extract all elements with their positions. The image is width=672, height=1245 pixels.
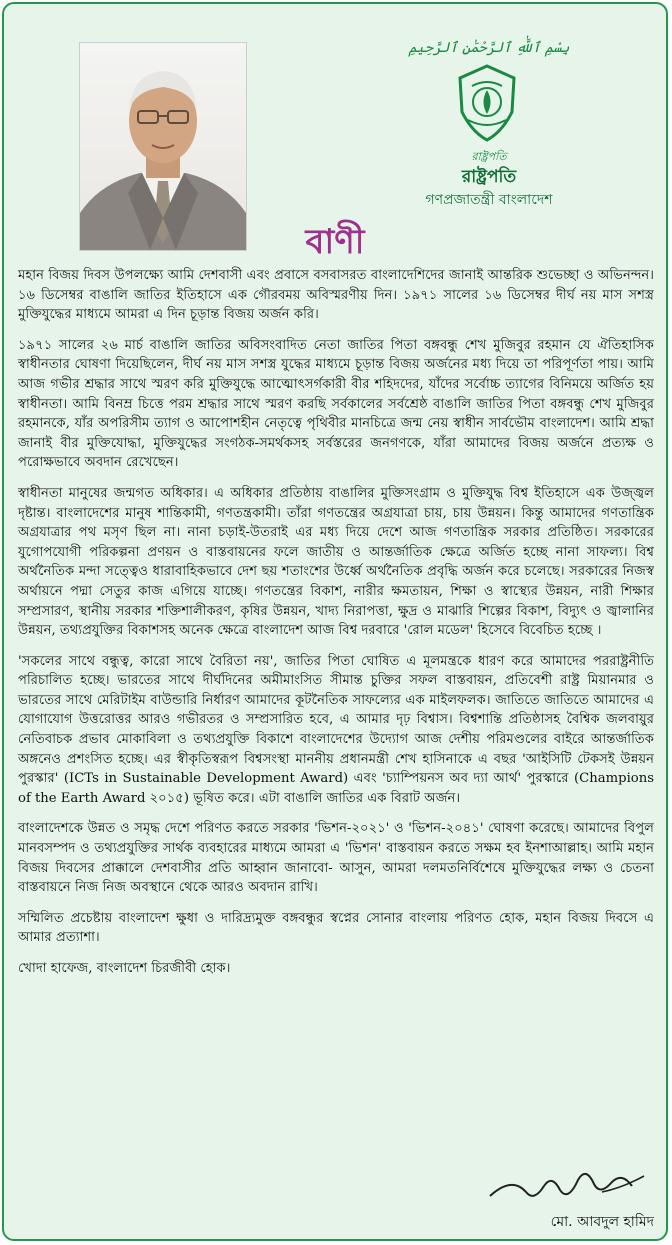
office-title: রাষ্ট্রপতি: [461, 167, 517, 187]
message-heading: বাণী: [305, 222, 365, 262]
signer-name: মো. আবদুল হামিদ: [550, 1214, 654, 1230]
paragraph: খোদা হাফেজ, বাংলাদেশ চিরজীবী হোক।: [18, 961, 231, 976]
paragraph: ১৯৭১ সালের ২৬ মার্চ বাঙালি জাতির অবিসংবাদিত নেতা জাতির পিতা বঙ্গবন্ধু শেখ মুজিবুর রহমান যে ঐতিহাসিক স্বাধীনতার ঘোষণা দিয়েছিলেন, দীর্ঘ নয় মাস সশস্ত্র যুদ্ধের মাধ্যমে চূড়ান্ত বিজয় অর্জনের মধ্য দিয়ে তা পরিপূর্ণতা পায়। আমি আজ গভীর শ্রদ্ধার সাথে স্মরণ করি মুক্তিযুদ্ধে আত্মোৎসর্গকারী বীর শহিদদের, যাঁদের সর্বোচ্চ ত্যাগের বিনিময়ে অর্জিত হয় স্বাধীনতা। আমি বিনম্র চিত্তে পরম শ্রদ্ধার সাথে স্মরণ করছি সর্বকালের সর্বশ্রেষ্ঠ বাঙালি জাতির পিতা বঙ্গবন্ধু শেখ মুজিবুর রহমানকে, যাঁর অপরিসীম ত্যাগ ও আপোশহীন নেতৃত্বে পৃথিবীর মানচিত্রে জন্ম নেয় স্বাধীন সার্বভৌম বাংলাদেশ। আমি শ্রদ্ধা জানাই বীর মুক্তিযোদ্ধা, মুক্তিযুদ্ধের সংগঠক-সমর্থকসহ সর্বস্তরের জনগণকে, যাঁরা আমাদের বিজয় অর্জনে প্রত্যক্ষ ও পরোক্ষভাবে অবদান রেখেছেন।: [18, 337, 654, 471]
paragraph: মহান বিজয় দিবস উপলক্ষ্যে আমি দেশবাসী এবং প্রবাসে বসবাসরত বাংলাদেশিদের জানাই আন্তরিক শুভেচ্ছা ও অভিনন্দন। ১৬ ডিসেম্বর বাঙালি জাতির ইতিহাসে এক গৌরবময় অবিস্মরণীয় দিন। ১৯৭১ সালের ১৬ ডিসেম্বর দীর্ঘ নয় মাস সশস্ত্র মুক্তিযুদ্ধের মাধ্যমে আমরা এ দিন চূড়ান্ত বিজয় অর্জন করি।: [18, 268, 654, 323]
paragraph: 'সকলের সাথে বন্ধুত্ব, কারো সাথে বৈরিতা নয়', জাতির পিতা ঘোষিত এ মূলমন্ত্রকে ধারণ করে আমাদের পররাষ্ট্রনীতি পরিচালিত হচ্ছে। ভারতের সাথে দীর্ঘদিনের অমীমাংসিত সীমান্ত চুক্তির সফল বাস্তবায়ন, প্রতিবেশী রাষ্ট্র মিয়ানমার ও ভারতের সাথে মেরিটাইম বাউন্ডারি নির্ধারণ আমাদের কূটনৈতিক সাফল্যের এক মাইলফলক। জাতিতে জাতিতে আমাদের এ যোগাযোগ উত্তরোত্তর আরও গভীরতর ও সম্প্রসারিত হবে, এ আমার দৃঢ় বিশ্বাস। বিশ্বশান্তি প্রতিষ্ঠাসহ বৈশ্বিক জলবায়ুর নেতিবাচক প্রভাব মোকাবিলা ও তথ্যপ্রযুক্তি বিকাশে বাংলাদেশের উদ্যোগ আজ দেশীয় পরিমণ্ডলের বাইরে আন্তর্জাতিক অঙ্গনেও প্রশংসিত হচ্ছে। এর স্বীকৃতিস্বরূপ বিশ্বসংস্থা মাননীয় প্রধানমন্ত্রী শেখ হাসিনাকে এ বছর 'আইসিটি টেকসই উন্নয়ন পুরস্কার' (ICTs in Sustainable Development Award) এবং 'চ্যাম্পিয়নস অব দ্যা আর্থ' পুরস্কারে (Champions of the Earth Award ২০১৫) ভূষিত করে। এটা বাঙালি জাতির এক বিরাট অর্জন।: [18, 653, 654, 806]
paragraph: বাংলাদেশকে উন্নত ও সমৃদ্ধ দেশে পরিণত করতে সরকার 'ভিশন-২০২১' ও 'ভিশন-২০৪১' ঘোষণা করেছে। আমাদের বিপুল মানবসম্পদ ও তথ্যপ্রযুক্তির সার্থক ব্যবহারের মাধ্যমে আমরা এ 'ভিশন' বাস্তবায়ন করতে সক্ষম হব ইনশাআল্লাহ। আমি মহান বিজয় দিবসের প্রাক্কালে দেশবাসীর প্রতি আহ্বান জানাবো- আসুন, আমরা দলমতনির্বিশেষে মুক্তিযুদ্ধের লক্ষ্য ও চেতনা বাস্তবায়নে নিজ নিজ অবস্থানে থেকে আরও অবদান রাখি।: [18, 821, 654, 896]
paragraph: স্বাধীনতা মানুষের জন্মগত অধিকার। এ অধিকার প্রতিষ্ঠায় বাঙালির মুক্তিসংগ্রাম ও মুক্তিযুদ্ধ বিশ্ব ইতিহাসে এক উজ্জ্বল দৃষ্টান্ত। বাংলাদেশের মানুষ শান্তিকামী, গণতন্ত্রকামী। তাঁরা গণতন্ত্রের অগ্রযাত্রা চায়, চায় উন্নয়ন। কিন্তু আমাদের গণতান্ত্রিক অগ্রযাত্রার পথ মসৃণ ছিল না। নানা চড়াই-উতরাই এর মধ্য দিয়ে দেশে আজ গণতান্ত্রিক সরকার প্রতিষ্ঠিত। সরকারের যুগোপযোগী পরিকল্পনা প্রণয়ন ও বাস্তবায়নের ফলে জাতীয় ও আন্তর্জাতিক ক্ষেত্রে অর্জিত হচ্ছে নানা সাফল্য। বিশ্ব অর্থনৈতিক মন্দা সত্ত্বেও ধারাবাহিকভাবে দেশ ছয় শতাংশের উর্ধ্বে অর্থনৈতিক প্রবৃদ্ধি অর্জন করে চলেছে। সরকারের নিজস্ব অর্থায়নে পদ্মা সেতুর কাজ এগিয়ে যাচ্ছে। গণতন্ত্রের বিকাশ, নারীর ক্ষমতায়ন, শিক্ষা ও স্বাস্থ্যের উন্নয়ন, নারী শিক্ষার সম্প্রসারণ, স্থানীয় সরকার শক্তিশালীকরণ, কৃষির উন্নয়ন, খাদ্য নিরাপত্তা, ক্ষুদ্র ও মাঝারি শিল্পের বিকাশ, বিদ্যুৎ ও জ্বালানির উন্নয়ন, তথ্যপ্রযুক্তির বিকাশসহ অনেক ক্ষেত্রে বাংলাদেশ আজ বিশ্ব দরবারে 'রোল মডেল' হিসেবে বিবেচিত হচ্ছে ।: [18, 485, 654, 639]
bismillah-calligraphy: بِسْمِ ٱللَّٰهِ ٱلرَّحْمَٰنِ ٱلرَّحِيمِ: [408, 40, 570, 56]
crest-script-label: রাষ্ট্রপতি: [471, 150, 507, 163]
paragraph: সম্মিলিত প্রচেষ্টায় বাংলাদেশ ক্ষুধা ও দারিদ্র্যমুক্ত বঙ্গবন্ধুর স্বপ্নের সোনার বাংলায় পরিণত হোক, মহান বিজয় দিবসে এ আমার প্রত্যাশা।: [18, 910, 654, 946]
president-crest: [384, 40, 594, 210]
message-body: [18, 266, 654, 990]
bangladesh-emblem-icon: [452, 60, 522, 146]
office-subtitle: গণপ্রজাতন্ত্রী বাংলাদেশ: [425, 192, 553, 208]
signature-image: [482, 1162, 652, 1208]
message-panel: [2, 2, 668, 1241]
